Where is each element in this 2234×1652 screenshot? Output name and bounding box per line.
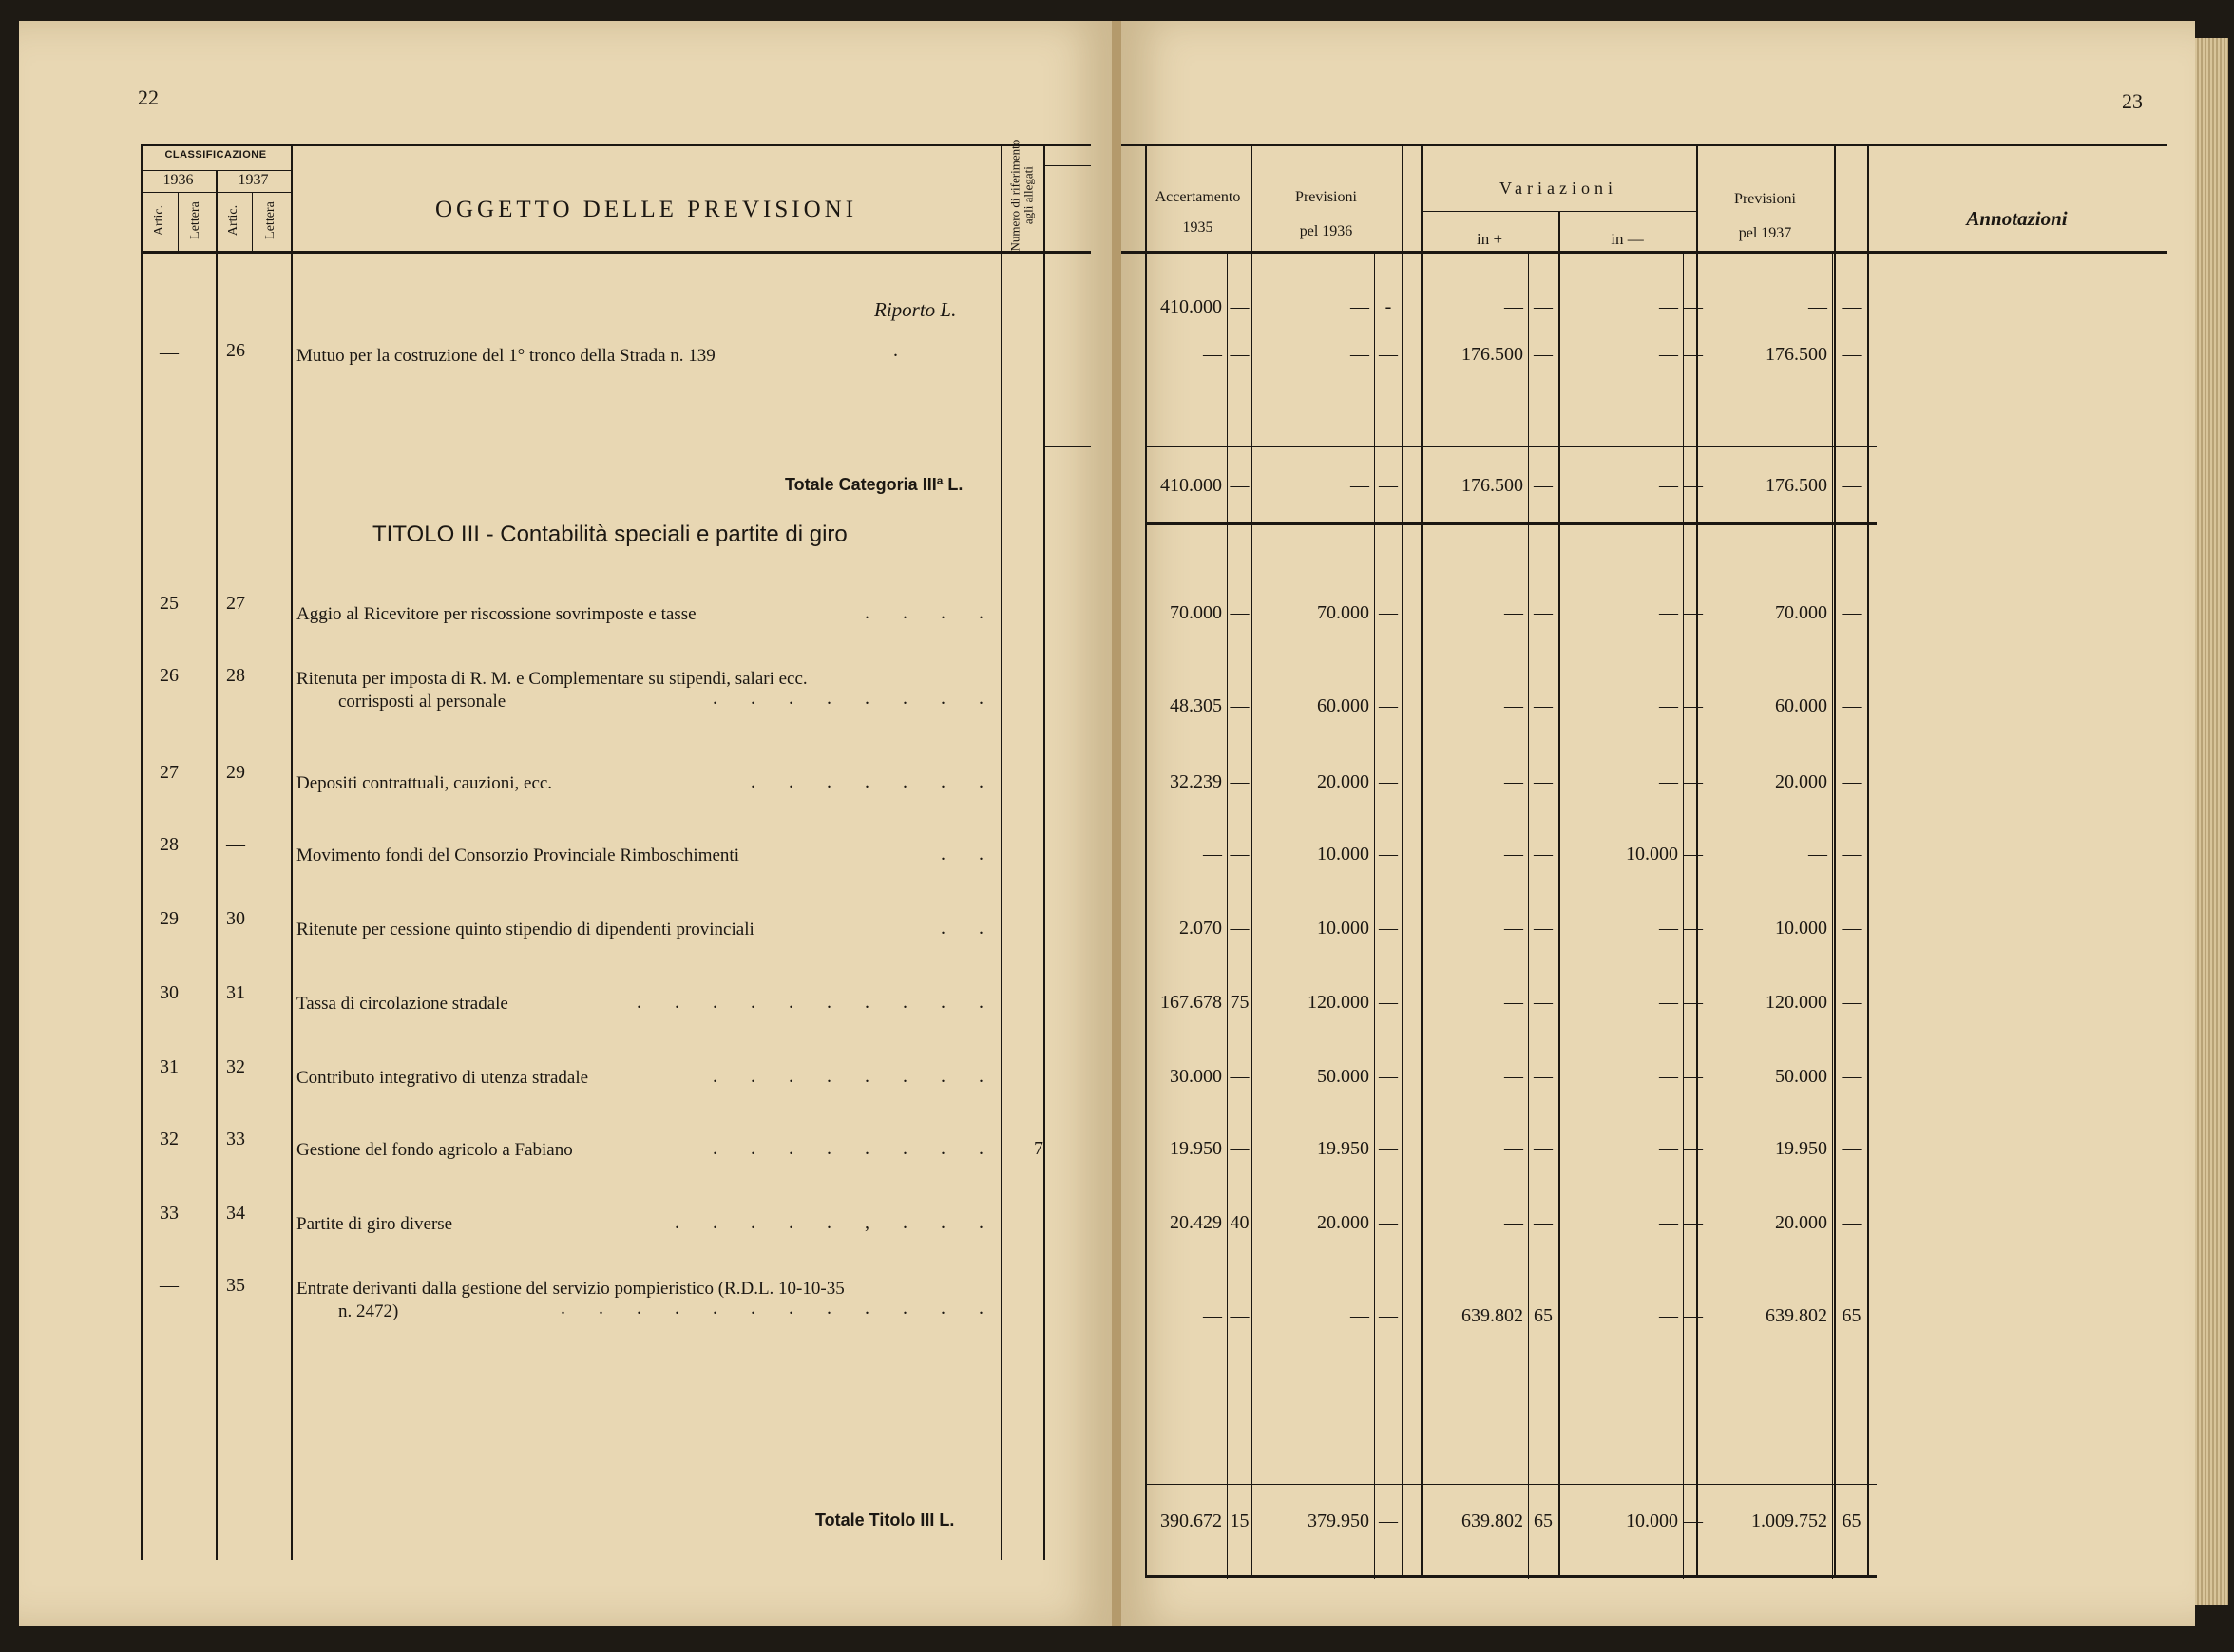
row-art1936: 32 [160,1129,179,1149]
totale-categoria-p37-cent: — [1842,475,1862,496]
row-9-vp: — [1504,1212,1523,1233]
pel-1937-header: pel 1937 [1738,225,1792,241]
riporto-vm: — [1659,296,1678,317]
row-3-vm: — [1659,771,1678,792]
row-dots: . . . . . . . [751,771,998,792]
row-art1937: 32 [226,1056,245,1077]
lettera-1936-header: Lettera [188,201,202,239]
row26-acc: — [1203,344,1222,365]
totale-titolo-vm: 10.000 [1626,1510,1678,1531]
row-1-vp-cent: — [1534,602,1553,623]
row-7-p36: 50.000 [1317,1066,1369,1087]
variazioni-header: Variazioni [1499,179,1617,198]
riporto-vm-cent: — [1684,296,1703,317]
row-3-p36: 20.000 [1317,771,1369,792]
row-description: Movimento fondi del Consorzio Provinciale Rimboschimenti [296,845,739,865]
row-10-vp-cent: 65 [1534,1305,1553,1326]
lettera-1937-header: Lettera [263,201,277,239]
row26-acc-cent: — [1230,344,1250,365]
riporto-acc-cent: — [1230,296,1250,317]
in-plus-header: in + [1476,230,1503,248]
row26-art1937: 26 [226,340,245,361]
row-10-p37: 639.802 [1766,1305,1827,1326]
row-3-p37: 20.000 [1775,771,1827,792]
totale-categoria-p37: 176.500 [1766,475,1827,496]
row26-vm: — [1659,344,1678,365]
row-art1937: 28 [226,665,245,686]
artic-1937-header: Artic. [226,204,240,237]
row-art1937: 33 [226,1129,245,1149]
totale-categoria-label: Totale Categoria IIIª L. [785,475,964,494]
riporto-p37-cent: — [1842,296,1862,317]
row-5-p37: 10.000 [1775,918,1827,939]
totale-titolo-p37-cent: 65 [1842,1510,1862,1531]
row-dots: . . . . . , . . . [675,1212,998,1233]
row-8-vp: — [1504,1138,1523,1159]
row-5-acc: 2.070 [1179,918,1222,939]
row-8-acc: 19.950 [1170,1138,1222,1159]
riporto-label: Riporto L. [874,298,957,321]
row-1-p37-cent: — [1842,602,1862,623]
row-description: Ritenuta per imposta di R. M. e Complementare su stipendi, salari ecc. [296,669,808,689]
totale-categoria-vm: — [1659,475,1678,496]
row-description: Ritenute per cessione quinto stipendio di dipendenti provinciali [296,920,754,940]
row-2-acc: 48.305 [1170,695,1222,716]
row-10-acc: — [1203,1305,1222,1326]
row-8-p37-cent: — [1842,1138,1862,1159]
row-4-p37-cent: — [1842,844,1862,864]
row-2-vp: — [1504,695,1523,716]
row-9-vm: — [1659,1212,1678,1233]
row-description: Tassa di circolazione stradale [296,994,508,1014]
totale-titolo-p36-cent: — [1379,1510,1398,1531]
row26-description: Mutuo per la costruzione del 1° tronco della Strada n. 139 [296,346,716,366]
row-10-acc-cent: — [1230,1305,1250,1326]
row-7-vm-cent: — [1684,1066,1703,1087]
row-3-vm-cent: — [1684,771,1703,792]
pel-1936-header: pel 1936 [1299,223,1353,239]
row-2-vp-cent: — [1534,695,1553,716]
row-description: Contributo integrativo di utenza stradale [296,1068,589,1088]
row-6-p36-cent: — [1379,992,1398,1013]
row-art1936: 33 [160,1203,179,1224]
totale-titolo-acc: 390.672 [1160,1510,1222,1531]
row-9-vm-cent: — [1684,1212,1703,1233]
riporto-vp: — [1504,296,1523,317]
row-dots: . . [941,918,998,939]
totale-categoria-vm-cent: — [1684,475,1703,496]
totale-titolo-acc-cent: 15 [1230,1510,1250,1531]
accertamento-header: Accertamento [1155,189,1241,205]
totale-titolo-vm-cent: — [1684,1510,1703,1531]
row-10-vm-cent: — [1684,1305,1703,1326]
in-minus-header: in — [1611,230,1644,248]
row-art1937: — [226,834,245,855]
row-9-p36-cent: — [1379,1212,1398,1233]
row-description: Gestione del fondo agricolo a Fabiano [296,1140,573,1160]
totale-titolo-p37: 1.009.752 [1751,1510,1827,1531]
row-8-acc-cent: — [1230,1138,1250,1159]
row-6-vm-cent: — [1684,992,1703,1013]
row-4-vm-cent: — [1684,844,1703,864]
previsioni-1936-header: Previsioni [1295,189,1357,205]
row-dots: . . . . . . . . [713,1066,998,1087]
row-6-vp: — [1504,992,1523,1013]
row-1-acc-cent: — [1230,602,1250,623]
row-2-vm: — [1659,695,1678,716]
row-6-p37: 120.000 [1766,992,1827,1013]
row26-vp-cent: — [1534,344,1553,365]
row26-art1936: — [160,342,179,363]
row-10-p36-cent: — [1379,1305,1398,1326]
row-2-p37: 60.000 [1775,695,1827,716]
totale-categoria-vp: 176.500 [1461,475,1523,496]
row-9-acc: 20.429 [1170,1212,1222,1233]
row-3-p37-cent: — [1842,771,1862,792]
year-1936-header: 1936 [162,172,194,188]
row-art1936: 30 [160,982,179,1003]
row-dots: . . [941,844,998,864]
row-art1937: 27 [226,593,245,614]
row-7-p36-cent: — [1379,1066,1398,1087]
totale-titolo-vp: 639.802 [1461,1510,1523,1531]
row-description: Entrate derivanti dalla gestione del servizio pompieristico (R.D.L. 10-10-35 [296,1279,845,1299]
riporto-p36: — [1350,296,1369,317]
row-5-vp-cent: — [1534,918,1553,939]
totale-categoria-acc: 410.000 [1160,475,1222,496]
row-7-acc-cent: — [1230,1066,1250,1087]
row-6-acc: 167.678 [1160,992,1222,1013]
totale-titolo-vp-cent: 65 [1534,1510,1553,1531]
row-4-acc-cent: — [1230,844,1250,864]
riporto-p37: — [1808,296,1827,317]
row-5-vm: — [1659,918,1678,939]
titolo-heading: TITOLO III - Contabilità speciali e partite di giro [372,522,848,547]
row-10-p36: — [1350,1305,1369,1326]
row-4-p36: 10.000 [1317,844,1369,864]
riferimento-header: Numero di riferimento agli allegati [1007,139,1035,252]
row-8-vm-cent: — [1684,1138,1703,1159]
row-description-cont: n. 2472) [338,1301,399,1321]
row-art1937: 35 [226,1275,245,1296]
row-10-vp: 639.802 [1461,1305,1523,1326]
row-art1937: 29 [226,762,245,783]
left-page [19,21,1112,1626]
row-5-p37-cent: — [1842,918,1862,939]
riporto-p36-cent: - [1384,296,1392,317]
row-8-p37: 19.950 [1775,1138,1827,1159]
row-art1936: 27 [160,762,179,783]
totale-titolo-label: Totale Titolo III L. [815,1510,955,1529]
row-art1937: 30 [226,908,245,929]
row-6-vm: — [1659,992,1678,1013]
right-page [1121,21,2195,1626]
row-1-vp: — [1504,602,1523,623]
row-art1937: 34 [226,1203,245,1224]
row-description: Partite di giro diverse [296,1214,453,1234]
row-2-vm-cent: — [1684,695,1703,716]
row-7-vp: — [1504,1066,1523,1087]
row26-p36-cent: — [1379,344,1398,365]
row-art1936: 28 [160,834,179,855]
row-art1937: 31 [226,982,245,1003]
row-1-p36-cent: — [1379,602,1398,623]
row-6-p36: 120.000 [1308,992,1369,1013]
row-art1936: 26 [160,665,179,686]
totale-categoria-p36: — [1350,475,1369,496]
row-7-p37-cent: — [1842,1066,1862,1087]
row-4-vp: — [1504,844,1523,864]
totale-categoria-p36-cent: — [1379,475,1398,496]
row-3-vp: — [1504,771,1523,792]
riporto-vp-cent: — [1534,296,1553,317]
row-description: Aggio al Ricevitore per riscossione sovrimposte e tasse [296,604,697,624]
page-number-right: 23 [2122,89,2143,113]
row-4-vp-cent: — [1534,844,1553,864]
row-5-p36: 10.000 [1317,918,1369,939]
row-dots: . . . . . . . . . . . . [561,1298,998,1319]
row-dots: . . . . [865,602,998,623]
row-2-acc-cent: — [1230,695,1250,716]
row-1-vm: — [1659,602,1678,623]
row-dots: . . . . . . . . . . [637,992,998,1013]
totale-categoria-acc-cent: — [1230,475,1250,496]
row-dots: . . . . . . . . [713,688,998,709]
row-riferimento: 7 [1034,1138,1043,1159]
row-9-acc-cent: 40 [1230,1212,1250,1233]
row-9-p36: 20.000 [1317,1212,1369,1233]
artic-1936-header: Artic. [152,204,166,237]
row-2-p36-cent: — [1379,695,1398,716]
year-1937-header: 1937 [238,172,269,188]
accertamento-year-header: 1935 [1182,219,1213,236]
row-6-p37-cent: — [1842,992,1862,1013]
classificazione-header: CLASSIFICAZIONE [164,149,267,161]
riporto-acc: 410.000 [1160,296,1222,317]
row26-p37-cent: — [1842,344,1862,365]
row-1-p37: 70.000 [1775,602,1827,623]
row26-vm-cent: — [1684,344,1703,365]
row-description-cont: corrisposti al personale [338,692,506,712]
previsioni-1937-header: Previsioni [1734,191,1796,207]
row-3-vp-cent: — [1534,771,1553,792]
row-description: Depositi contrattuali, cauzioni, ecc. [296,773,553,793]
row-8-p36-cent: — [1379,1138,1398,1159]
row-8-vp-cent: — [1534,1138,1553,1159]
row-6-acc-cent: 75 [1230,992,1250,1013]
row-5-vm-cent: — [1684,918,1703,939]
row-9-vp-cent: — [1534,1212,1553,1233]
row-5-vp: — [1504,918,1523,939]
row-7-p37: 50.000 [1775,1066,1827,1087]
row-5-acc-cent: — [1230,918,1250,939]
row-10-vm: — [1659,1305,1678,1326]
row-7-acc: 30.000 [1170,1066,1222,1087]
row-7-vm: — [1659,1066,1678,1087]
row-1-acc: 70.000 [1170,602,1222,623]
row26-vp: 176.500 [1461,344,1523,365]
row-1-vm-cent: — [1684,602,1703,623]
row-4-p36-cent: — [1379,844,1398,864]
totale-categoria-vp-cent: — [1534,475,1553,496]
row-art1936: — [160,1275,179,1296]
row-9-p37-cent: — [1842,1212,1862,1233]
annotazioni-header: Annotazioni [1966,207,2068,230]
row-2-p36: 60.000 [1317,695,1369,716]
row-art1936: 29 [160,908,179,929]
row-art1936: 25 [160,593,179,614]
row-3-acc: 32.239 [1170,771,1222,792]
oggetto-header: OGGETTO DELLE PREVISIONI [434,197,858,222]
row-5-p36-cent: — [1379,918,1398,939]
row-8-p36: 19.950 [1317,1138,1369,1159]
row-10-p37-cent: 65 [1842,1305,1862,1326]
row-6-vp-cent: — [1534,992,1553,1013]
row-7-vp-cent: — [1534,1066,1553,1087]
page-number-left: 22 [138,85,159,109]
row26-p37: 176.500 [1766,344,1827,365]
row-8-vm: — [1659,1138,1678,1159]
page-edges [2195,38,2228,1605]
row26-p36: — [1350,344,1369,365]
totale-titolo-p36: 379.950 [1308,1510,1369,1531]
row-4-p37: — [1808,844,1827,864]
row-dots: . . . . . . . . [713,1138,998,1159]
row-1-p36: 70.000 [1317,602,1369,623]
row-2-p37-cent: — [1842,695,1862,716]
row-3-acc-cent: — [1230,771,1250,792]
row-3-p36-cent: — [1379,771,1398,792]
row-9-p37: 20.000 [1775,1212,1827,1233]
row26-dots: . [893,340,912,361]
row-4-acc: — [1203,844,1222,864]
row-art1936: 31 [160,1056,179,1077]
row-4-vm: 10.000 [1626,844,1678,864]
